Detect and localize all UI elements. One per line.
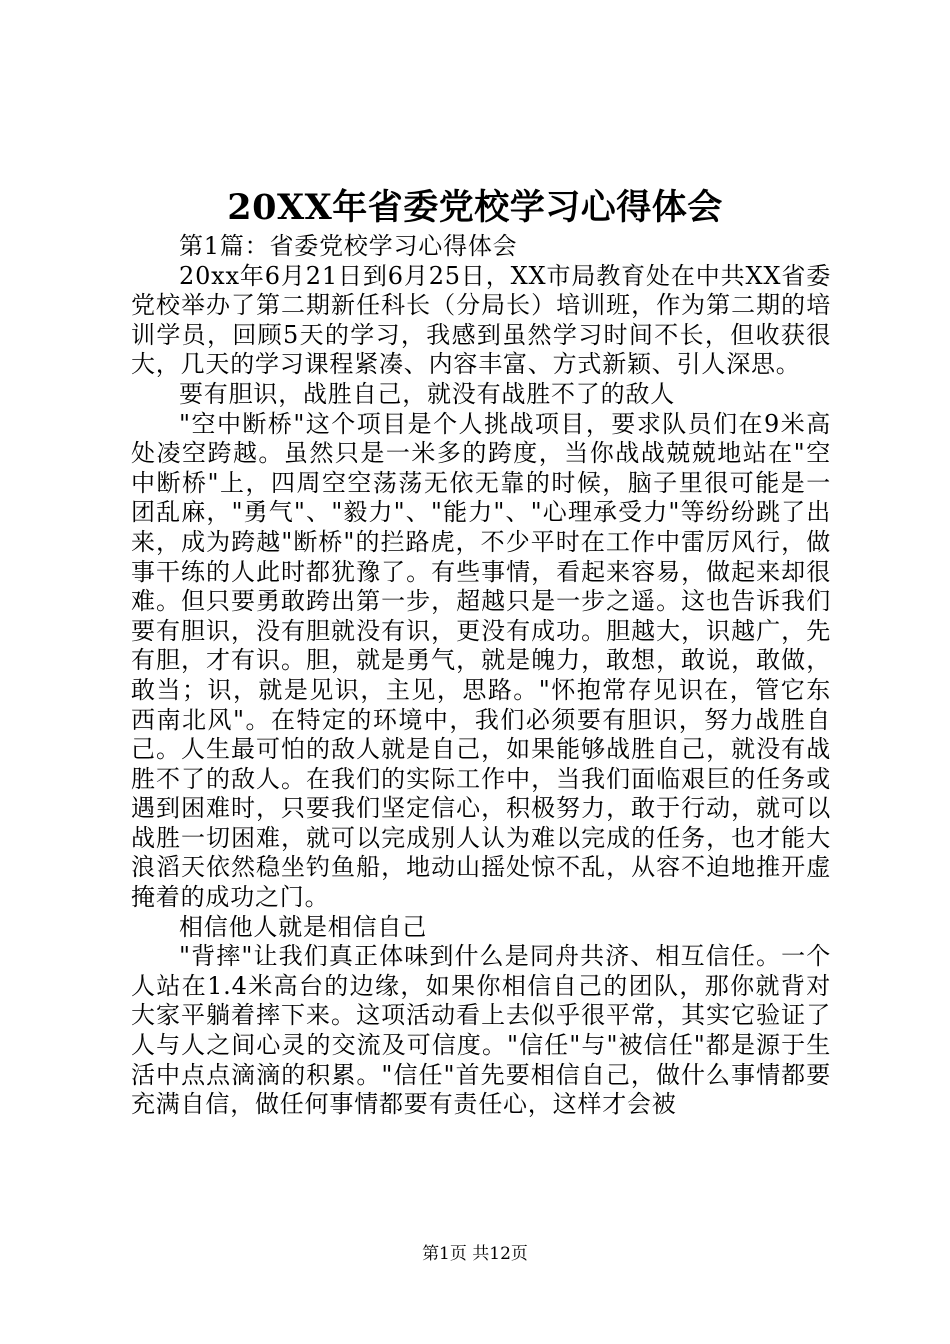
- body-paragraph: "背摔"让我们真正体味到什么是同舟共济、相互信任。一个人站在1.4米高台的边缘，如果你相信自己的团队，那你就背对大家平躺着摔下来。这项活动看上去似乎很平常，其实它验证了人与人之间心灵的交流及可信度。"信任"与"被信任"都是源于生活中点点滴滴的积累。"信任"首先要相信自己，做什么事情都要充满自信，做任何事情都要有责任心，这样才会被: [131, 942, 831, 1119]
- section-heading: 第1篇：省委党校学习心得体会: [179, 232, 518, 260]
- document-body: [131, 232, 831, 1120]
- subheading: 要有胆识，战胜自己，就没有战胜不了的敌人: [179, 379, 675, 408]
- document-title: 20XX年省委党校学习心得体会: [227, 187, 723, 228]
- subheading: 相信他人就是相信自己: [179, 912, 427, 941]
- page-footer: 第1页 共12页: [422, 1244, 528, 1264]
- body-paragraph: "空中断桥"这个项目是个人挑战项目，要求队员们在9米高处凌空跨越。虽然只是一米多的跨度，当你战战兢兢地站在"空中断桥"上，四周空空荡荡无依无靠的时候，脑子里很可能是一团乱麻，"勇气"、"毅力"、"能力"、"心理承受力"等纷纷跳了出来，成为跨越"断桥"的拦路虎，不少平时在工作中雷厉风行，做事干练的人此时都犹豫了。有些事情，看起来容易，做起来却很难。但只要勇敢跨出第一步，超越只是一步之遥。这也告诉我们要有胆识，没有胆就没有识，更没有成功。胆越大，识越广，先有胆，才有识。胆，就是勇气，就是魄力，敢想，敢说，敢做，敢当；识，就是见识，主见，思路。"怀抱常存见识在，管它东西南北风"。在特定的环境中，我们必须要有胆识，努力战胜自己。人生最可怕的敌人就是自己，如果能够战胜自己，就没有战胜不了的敌人。在我们的实际工作中，当我们面临艰巨的任务或遇到困难时，只要我们坚定信心，积极努力，敢于行动，就可以战胜一切困难，就可以完成别人认为难以完成的任务，也才能大浪滔天依然稳坐钓鱼船，地动山摇处惊不乱，从容不迫地推开虚掩着的成功之门。: [131, 409, 831, 912]
- body-paragraph: 20xx年6月21日到6月25日，XX市局教育处在中共XX省委党校举办了第二期新任科长（分局长）培训班，作为第二期的培训学员，回顾5天的学习，我感到虽然学习时间不长，但收获很大，几天的学习课程紧凑、内容丰富、方式新颖、引人深思。: [131, 261, 831, 379]
